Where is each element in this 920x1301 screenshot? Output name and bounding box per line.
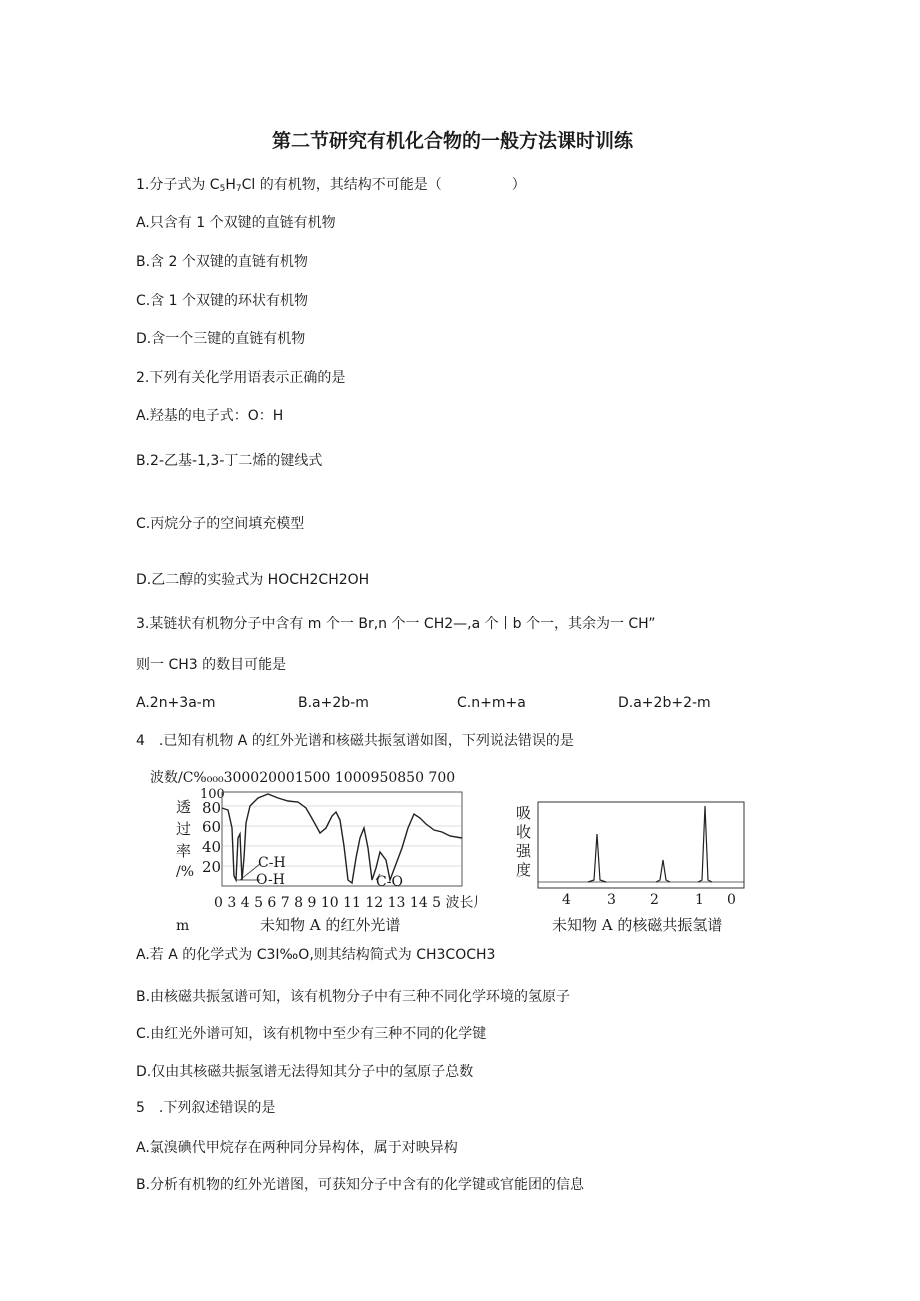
nmr-ylabel-4: 度	[516, 861, 532, 879]
nmr-xtick-2: 2	[650, 892, 659, 908]
q4-option-a: A.若 A 的化学式为 C3I‰O,则其结构简式为 CH3COCH3	[136, 947, 496, 963]
q2-option-c: C.丙烷分子的空间填充模型	[136, 516, 305, 532]
ir-ylabel-4: /%	[176, 864, 195, 880]
ir-caption: 未知物 A 的红外光谱	[260, 916, 401, 934]
nmr-peak-1	[588, 834, 606, 882]
nmr-spectrum-svg	[508, 800, 753, 940]
ir-ytick-60: 60	[202, 818, 222, 836]
nmr-ylabel-3: 强	[516, 842, 532, 860]
page-title: 第二节研究有机化合物的一般方法课时训练	[272, 130, 634, 152]
q4-option-b: B.由核磁共振氢谱可知，该有机物分子中有三种不同化学环境的氢原子	[136, 989, 571, 1005]
ir-peak-label-ch: C-H	[258, 855, 286, 871]
q1-option-c: C.含 1 个双键的环状有机物	[136, 293, 309, 309]
ir-ytick-80: 80	[202, 799, 222, 817]
q3-option-d: D.a+2b+2-m	[618, 695, 711, 711]
ir-ylabel-1: 透	[176, 798, 192, 816]
ir-ylabel-2: 过	[176, 820, 192, 838]
ir-wavenumber-header: 波数/C%₀₀₀300020001500 1000950850 700	[150, 770, 456, 786]
nmr-xtick-1: 1	[695, 892, 704, 908]
nmr-spectrum-figure	[508, 800, 753, 940]
nmr-caption: 未知物 A 的核磁共振氢谱	[552, 916, 723, 934]
q2-option-a: A.羟基的电子式：O：H	[136, 408, 284, 424]
q2-option-b: B.2-乙基-1,3-丁二烯的键线式	[136, 453, 323, 469]
ir-ylabel-3: 率	[176, 842, 192, 860]
nmr-xtick-3: 3	[607, 892, 616, 908]
q3-stem-2: 则一 CH3 的数目可能是	[136, 657, 287, 673]
q3-option-a: A.2n+3a-m	[136, 695, 216, 711]
nmr-ylabel-1: 吸	[516, 804, 532, 822]
q3-stem: 3.某链状有机物分子中含有 m 个一 Br,n 个一 CH2—,a 个丨b 个一，其余为一 CH”	[136, 616, 656, 632]
q1-stem: 1.分子式为 $C_5H_7Cl$ 的有机物，其结构不可能是（ ）	[136, 177, 526, 194]
ir-peak-label-oh: O-H	[256, 872, 285, 888]
q1-option-a: A.只含有 1 个双键的直链有机物	[136, 215, 336, 231]
nmr-xtick-4: 4	[562, 892, 571, 908]
q1-option-d: D.含一个三键的直链有机物	[136, 331, 306, 347]
ir-peak-label-co: C-O	[376, 874, 403, 890]
nmr-plot-frame	[538, 802, 744, 888]
ir-xunit: m	[176, 918, 190, 934]
ir-ytick-100: 100	[200, 787, 225, 802]
q1-option-b: B.含 2 个双键的直链有机物	[136, 254, 308, 270]
nmr-xtick-0: 0	[727, 892, 736, 908]
q2-option-d: D.乙二醇的实验式为 HOCH2CH2OH	[136, 572, 370, 588]
ir-ytick-20: 20	[202, 858, 222, 876]
q5-stem: 5 .下列叙述错误的是	[136, 1100, 276, 1116]
ir-spectrum-svg	[150, 768, 480, 938]
q4-option-c: C.由红光外谱可知，该有机物中至少有三种不同的化学键	[136, 1026, 487, 1042]
q3-option-c: C.n+m+a	[457, 695, 526, 711]
q4-stem: 4 .已知有机物 A 的红外光谱和核磁共振氢谱如图，下列说法错误的是	[136, 733, 574, 749]
nmr-ylabel-2: 收	[516, 823, 532, 841]
nmr-peak-2	[656, 860, 670, 882]
q2-stem: 2.下列有关化学用语表示正确的是	[136, 370, 346, 386]
q4-option-d: D.仅由其核磁共振氢谱无法得知其分子中的氢原子总数	[136, 1064, 474, 1080]
nmr-peak-3	[698, 806, 712, 882]
ir-ytick-40: 40	[202, 838, 222, 856]
q5-option-b: B.分析有机物的红外光谱图，可获知分子中含有的化学键或官能团的信息	[136, 1177, 585, 1193]
q5-option-a: A.氯溴碘代甲烷存在两种同分异构体，属于对映异构	[136, 1140, 458, 1156]
q3-option-b: B.a+2b-m	[298, 695, 369, 711]
ir-xticks: 0 3 4 5 6 7 8 9 10 11 12 13 14 5 波长川	[214, 895, 480, 911]
ir-spectrum-figure	[150, 768, 480, 938]
